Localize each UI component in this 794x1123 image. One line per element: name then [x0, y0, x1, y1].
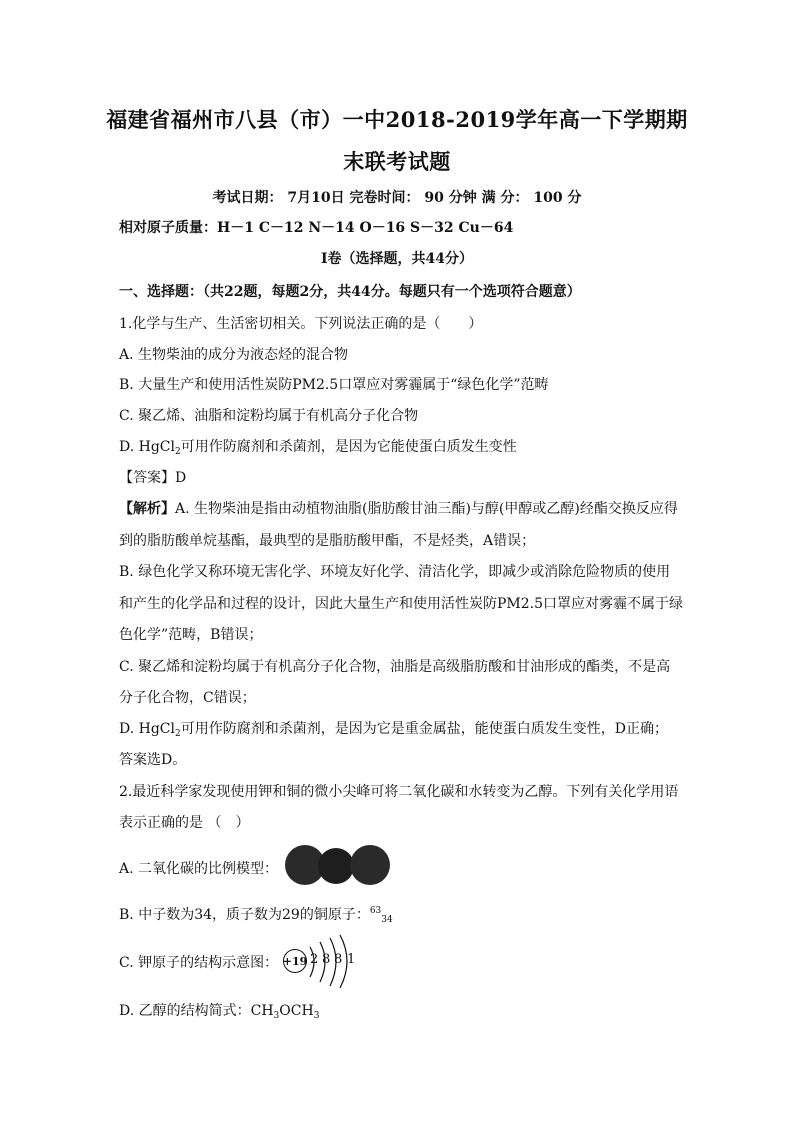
- q2-stem-line1: 2.最近科学家发现使用钾和铜的微小尖峰可将二氧化碳和水转变为乙醇。下列有关化学用语: [119, 784, 679, 800]
- q2-option-c: C. 钾原子的结构示意图：: [119, 955, 279, 971]
- q1-analysis-d: [119, 718, 668, 739]
- q1-analysis-c1: C. 聚乙烯和淀粉均属于有机高分子化合物，油脂是高级脂肪酸和甘油形成的酯类，不是高: [119, 659, 671, 675]
- document-title-line2: 末联考试题: [343, 149, 451, 174]
- atomic-masses: 相对原子质量：H－1 C－12 N－14 O－16 S－32 Cu－64: [119, 220, 514, 236]
- q2-d-mid: OCH: [279, 1003, 314, 1019]
- q2-option-b: [119, 904, 393, 925]
- q1-analysis-a1: [119, 498, 678, 518]
- shell-electrons-4: 1: [347, 952, 356, 967]
- q1-analysis-b2: 和产生的化学品和过程的设计，因此大量生产和使用活性炭防PM2.5口罩应对雾霾不属于绿: [119, 596, 684, 612]
- q2-d-sub1: 3: [273, 1011, 280, 1021]
- q1-d-post: 可用作防腐剂和杀菌剂，是因为它能使蛋白质发生变性: [180, 439, 517, 455]
- document-title-line1: 福建省福州市八县（市）一中2018-2019学年高一下学期期: [106, 107, 688, 132]
- q1-option-a: A. 生物柴油的成分为液态烃的混合物: [119, 347, 349, 363]
- q1-answer: 【答案】D: [119, 470, 187, 486]
- q1-option-b: B. 大量生产和使用活性炭防PM2.5口罩应对雾霾属于“绿色化学”范畴: [119, 377, 549, 393]
- q1-option-c: C. 聚乙烯、油脂和淀粉均属于有机高分子化合物: [119, 408, 419, 424]
- nucleus-circle: +19: [283, 949, 307, 973]
- q1-conclusion: 答案选D。: [119, 752, 187, 768]
- q1-option-d: [119, 436, 517, 457]
- q2-b-mass-number: 63: [369, 906, 382, 916]
- section-title: 一、选择题：（共22题，每题2分，共44分。每题只有一个选项符合题意）: [119, 284, 581, 300]
- shell-electrons-3: 8: [334, 952, 343, 967]
- oxygen-ball-right: [350, 845, 390, 885]
- q1-d-sub: 2: [175, 447, 181, 457]
- q2-option-a: A. 二氧化碳的比例模型：: [119, 861, 279, 877]
- q1-stem: 1.化学与生产、生活密切相关。下列说法正确的是（ ）: [119, 316, 483, 332]
- shell-electrons-2: 8: [322, 952, 331, 967]
- shell-electrons-1: 2: [310, 952, 319, 967]
- analysis-a1-text: A. 生物柴油是指由动植物油脂(脂肪酸甘油三酯)与醇(甲醇或乙醇)经酯交换反应得: [175, 501, 678, 517]
- q1-d-pre: D. HgCl: [119, 439, 175, 455]
- analysis-label: 【解析】: [119, 501, 175, 517]
- exam-info: 考试日期： 7月10日 完卷时间： 90 分钟 满 分： 100 分: [212, 190, 582, 206]
- q2-b-text: B. 中子数为34，质子数为29的铜原子：: [119, 907, 370, 923]
- q1-analysis-a2: 到的脂肪酸单烷基酯，最典型的是脂肪酸甲酯，不是烃类，A错误；: [119, 533, 536, 549]
- q1-analysis-b3: 色化学”范畴，B错误；: [119, 627, 263, 643]
- analysis-d-pre: D. HgCl: [119, 721, 175, 737]
- analysis-d-post: 可用作防腐剂和杀菌剂，是因为它是重金属盐，能使蛋白质发生变性，D正确；: [180, 721, 668, 737]
- analysis-d-sub: 2: [175, 729, 181, 739]
- q2-option-d: [119, 1000, 319, 1021]
- q2-stem-line2: 表示正确的是 （ ）: [119, 815, 250, 831]
- q1-analysis-b1: B. 绿色化学又称环境无害化学、环境友好化学、清洁化学，即减少或消除危险物质的使用: [119, 564, 671, 580]
- q1-analysis-c2: 分子化合物，C错误；: [119, 690, 256, 706]
- q2-d-pre: D. 乙醇的结构简式：CH: [119, 1003, 274, 1019]
- carbon-ball: [318, 848, 354, 884]
- volume-title: Ⅰ卷（选择题，共44分）: [320, 251, 474, 267]
- q2-b-subscript: 34: [381, 915, 393, 925]
- q2-d-sub2: 3: [313, 1011, 320, 1021]
